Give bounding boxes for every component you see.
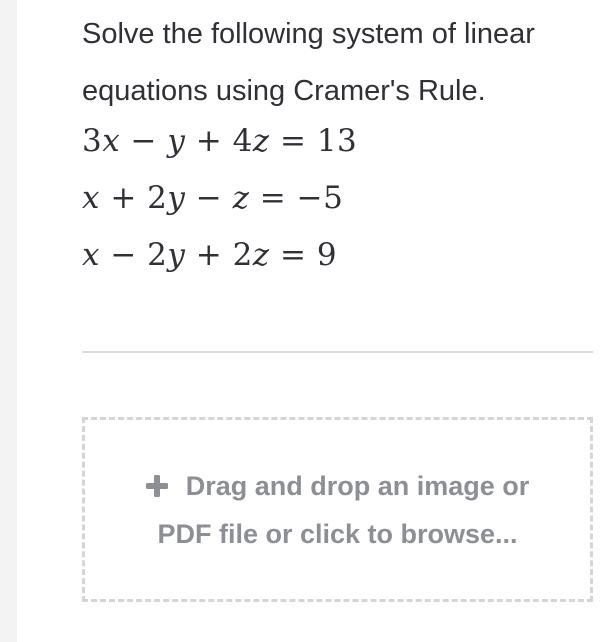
left-sidebar-strip	[0, 0, 17, 642]
dropzone-label: Drag and drop an image or PDF file or click to browse...	[157, 470, 530, 549]
dropzone-content	[128, 462, 548, 558]
section-divider	[82, 351, 593, 353]
equation-3: 𝑥 − 2𝑦 + 2𝑧 = 9	[82, 237, 338, 273]
equation-1: 3𝑥 − 𝑦 + 4𝑧 = 13	[82, 123, 358, 159]
plus-icon	[146, 475, 168, 497]
file-upload-dropzone[interactable]	[82, 417, 593, 602]
equation-system	[82, 116, 582, 287]
question-text: Solve the following system of linear equations using Cramer's Rule.	[82, 18, 535, 107]
equation-2: 𝑥 + 2𝑦 − 𝑧 = −5	[82, 180, 344, 216]
